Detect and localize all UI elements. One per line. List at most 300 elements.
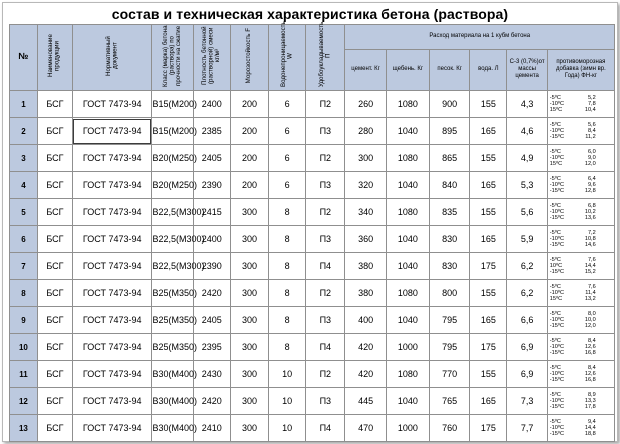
cell-product[interactable]: БСГ bbox=[37, 199, 72, 226]
antifreeze-temp: -10⁰С bbox=[549, 317, 565, 323]
cell-s3[interactable]: 6,2 bbox=[507, 253, 547, 280]
cell-water[interactable]: 8 bbox=[269, 253, 306, 280]
cell-frost[interactable]: 200 bbox=[230, 91, 268, 118]
cell-sand[interactable]: 900 bbox=[430, 91, 470, 118]
antifreeze-temp: -15⁰С bbox=[549, 242, 565, 248]
cell-antifreeze[interactable] bbox=[547, 172, 614, 199]
cell-work[interactable]: П3 bbox=[306, 226, 345, 253]
antifreeze-value: 7,8 bbox=[587, 101, 596, 107]
cell-antifreeze[interactable] bbox=[547, 91, 614, 118]
antifreeze-value: 5,2 bbox=[587, 95, 596, 101]
antifreeze-temp: 10⁰С bbox=[549, 263, 563, 269]
table-row bbox=[10, 253, 615, 280]
antifreeze-line bbox=[550, 350, 596, 356]
cell-water[interactable]: 8 bbox=[269, 199, 306, 226]
cell-water[interactable]: 8 bbox=[269, 307, 306, 334]
cell-norm[interactable]: ГОСТ 7473-94 bbox=[72, 361, 151, 388]
cell-frost[interactable]: 300 bbox=[230, 253, 268, 280]
header-klass: Класс (марка) бетона (раствора) по прочности на сжатие bbox=[152, 25, 193, 91]
antifreeze-temp: -10⁰С bbox=[549, 398, 565, 404]
antifreeze-line bbox=[550, 431, 596, 437]
cell-norm[interactable]: ГОСТ 7473-94 bbox=[72, 145, 151, 172]
cell-gravel[interactable]: 1040 bbox=[386, 307, 429, 334]
cell-klass[interactable]: B25(M350) bbox=[152, 280, 193, 307]
cell-waterl[interactable]: 165 bbox=[470, 226, 507, 253]
antifreeze-value: 9,0 bbox=[587, 155, 596, 161]
cell-klass[interactable]: B15(M200) bbox=[152, 118, 193, 145]
cell-cement[interactable]: 320 bbox=[345, 172, 386, 199]
cell-sand[interactable]: 865 bbox=[430, 145, 470, 172]
antifreeze-value: 6,4 bbox=[587, 176, 596, 182]
table-row bbox=[10, 334, 615, 361]
antifreeze-value: 14,6 bbox=[584, 242, 596, 248]
cell-s3[interactable]: 6,6 bbox=[507, 307, 547, 334]
cell-density[interactable]: 2385 bbox=[193, 118, 230, 145]
cell-water[interactable]: 6 bbox=[269, 172, 306, 199]
cell-norm[interactable]: ГОСТ 7473-94 bbox=[72, 388, 151, 415]
header-work: Удобоукладываемость П bbox=[306, 25, 345, 91]
cell-s3[interactable]: 7,3 bbox=[507, 388, 547, 415]
antifreeze-line bbox=[550, 161, 596, 167]
antifreeze-temp: 15⁰С bbox=[549, 161, 563, 167]
antifreeze-value: 8,4 bbox=[587, 365, 596, 371]
cell-product[interactable]: БСГ bbox=[37, 253, 72, 280]
cell-norm[interactable]: ГОСТ 7473-94 bbox=[72, 334, 151, 361]
cell-density[interactable]: 2410 bbox=[193, 415, 230, 442]
cell-product[interactable]: БСГ bbox=[37, 415, 72, 442]
antifreeze-line bbox=[550, 215, 596, 221]
cell-klass[interactable]: B25(M350) bbox=[152, 307, 193, 334]
antifreeze-value: 10,0 bbox=[584, 317, 596, 323]
cell-cement[interactable]: 340 bbox=[345, 199, 386, 226]
cell-water[interactable]: 6 bbox=[269, 91, 306, 118]
cell-product[interactable]: БСГ bbox=[37, 91, 72, 118]
cell-sand[interactable]: 800 bbox=[430, 280, 470, 307]
cell-gravel[interactable]: 1040 bbox=[386, 118, 429, 145]
antifreeze-temp: 15⁰С bbox=[549, 107, 563, 113]
antifreeze-line bbox=[550, 134, 596, 140]
cell-waterl[interactable]: 165 bbox=[470, 118, 507, 145]
cell-work[interactable]: П2 bbox=[306, 361, 345, 388]
cell-frost[interactable]: 300 bbox=[230, 199, 268, 226]
cell-s3[interactable]: 6,9 bbox=[507, 361, 547, 388]
antifreeze-temp: -10⁰С bbox=[549, 101, 565, 107]
cell-klass[interactable]: B25(M350) bbox=[152, 334, 193, 361]
cell-cement[interactable]: 420 bbox=[345, 334, 386, 361]
antifreeze-line bbox=[550, 107, 596, 113]
antifreeze-value: 12,0 bbox=[584, 323, 596, 329]
cell-product[interactable]: БСГ bbox=[37, 172, 72, 199]
antifreeze-value: 12,0 bbox=[584, 161, 596, 167]
cell-gravel[interactable]: 1080 bbox=[386, 91, 429, 118]
cell-work[interactable]: П2 bbox=[306, 280, 345, 307]
cell-density[interactable]: 2420 bbox=[193, 388, 230, 415]
cell-klass[interactable]: B15(M200) bbox=[152, 91, 193, 118]
cell-waterl[interactable]: 175 bbox=[470, 253, 507, 280]
header-density: Плотность бетонной (растворной) смеси кг/м³ bbox=[193, 25, 230, 91]
cell-water[interactable]: 6 bbox=[269, 145, 306, 172]
row-number: 3 bbox=[10, 145, 38, 172]
antifreeze-temp: -5⁰С bbox=[549, 203, 561, 209]
cell-density[interactable]: 2430 bbox=[193, 361, 230, 388]
cell-water[interactable]: 8 bbox=[269, 226, 306, 253]
cell-gravel[interactable]: 1040 bbox=[386, 388, 429, 415]
antifreeze-value: 18,8 bbox=[584, 431, 596, 437]
cell-cement[interactable]: 445 bbox=[345, 388, 386, 415]
cell-klass[interactable]: B20(M250) bbox=[152, 172, 193, 199]
cell-work[interactable]: П3 bbox=[306, 388, 345, 415]
cell-klass[interactable]: B22,5(M300) bbox=[152, 199, 193, 226]
table-row bbox=[10, 280, 615, 307]
cell-klass[interactable]: B22,5(M300) bbox=[152, 253, 193, 280]
cell-gravel[interactable]: 1040 bbox=[386, 253, 429, 280]
cell-frost[interactable]: 300 bbox=[230, 307, 268, 334]
cell-cement[interactable]: 300 bbox=[345, 145, 386, 172]
antifreeze-temp: -10⁰С bbox=[549, 155, 565, 161]
cell-norm[interactable]: ГОСТ 7473-94 bbox=[72, 253, 151, 280]
cell-work[interactable]: П3 bbox=[306, 118, 345, 145]
cell-waterl[interactable]: 175 bbox=[470, 334, 507, 361]
cell-cement[interactable]: 360 bbox=[345, 226, 386, 253]
antifreeze-temp: -5⁰С bbox=[549, 230, 561, 236]
cell-frost[interactable]: 300 bbox=[230, 334, 268, 361]
cell-waterl[interactable]: 165 bbox=[470, 172, 507, 199]
header-product: Наименование продукции bbox=[37, 25, 72, 91]
row-number: 1 bbox=[10, 91, 38, 118]
antifreeze-value: 7,6 bbox=[587, 257, 596, 263]
cell-density[interactable]: 2390 bbox=[193, 172, 230, 199]
cell-s3[interactable]: 4,9 bbox=[507, 145, 547, 172]
cell-antifreeze[interactable] bbox=[547, 280, 614, 307]
header-antifreeze: противоморозная добавка (зимн вр. Года) ФН-кг bbox=[547, 49, 614, 91]
row-number: 13 bbox=[10, 415, 38, 442]
cell-cement[interactable]: 420 bbox=[345, 361, 386, 388]
cell-frost[interactable]: 300 bbox=[230, 415, 268, 442]
antifreeze-temp: -10⁰С bbox=[549, 344, 565, 350]
cell-waterl[interactable]: 155 bbox=[470, 91, 507, 118]
cell-antifreeze[interactable] bbox=[547, 145, 614, 172]
antifreeze-value: 6,0 bbox=[587, 149, 596, 155]
cell-klass[interactable]: B30(M400) bbox=[152, 388, 193, 415]
cell-density[interactable]: 2415 bbox=[193, 199, 230, 226]
antifreeze-value: 10,8 bbox=[584, 236, 596, 242]
antifreeze-value: 9,4 bbox=[587, 419, 596, 425]
row-number: 7 bbox=[10, 253, 38, 280]
antifreeze-value: 17,8 bbox=[584, 404, 596, 410]
antifreeze-value: 7,2 bbox=[587, 230, 596, 236]
row-number: 12 bbox=[10, 388, 38, 415]
cell-gravel[interactable]: 1000 bbox=[386, 334, 429, 361]
antifreeze-temp: -5⁰С bbox=[549, 419, 561, 425]
cell-product[interactable]: БСГ bbox=[37, 226, 72, 253]
antifreeze-temp: -10⁰С bbox=[549, 209, 565, 215]
header-norm: Нормативный документ bbox=[72, 25, 151, 91]
header-num: № bbox=[10, 25, 38, 91]
cell-density[interactable]: 2395 bbox=[193, 334, 230, 361]
cell-sand[interactable]: 795 bbox=[430, 307, 470, 334]
antifreeze-value: 13,6 bbox=[584, 215, 596, 221]
antifreeze-temp: -10⁰С bbox=[549, 182, 565, 188]
cell-work[interactable]: П3 bbox=[306, 307, 345, 334]
cell-product[interactable]: БСГ bbox=[37, 280, 72, 307]
row-number: 11 bbox=[10, 361, 38, 388]
antifreeze-temp: -5⁰С bbox=[549, 338, 561, 344]
cell-antifreeze[interactable] bbox=[547, 118, 614, 145]
antifreeze-value: 8,4 bbox=[587, 338, 596, 344]
table-row bbox=[10, 172, 615, 199]
cell-s3[interactable]: 5,6 bbox=[507, 199, 547, 226]
cell-gravel[interactable]: 1080 bbox=[386, 361, 429, 388]
cell-sand[interactable]: 830 bbox=[430, 226, 470, 253]
cell-cement[interactable]: 260 bbox=[345, 91, 386, 118]
cell-frost[interactable]: 300 bbox=[230, 226, 268, 253]
header-gravel: щебень. Кг bbox=[386, 49, 429, 91]
table-row bbox=[10, 388, 615, 415]
table-row bbox=[10, 118, 615, 145]
cell-product[interactable]: БСГ bbox=[37, 118, 72, 145]
antifreeze-temp: -5⁰С bbox=[549, 311, 561, 317]
antifreeze-line bbox=[550, 269, 596, 275]
cell-klass[interactable]: B30(M400) bbox=[152, 361, 193, 388]
cell-antifreeze[interactable] bbox=[547, 361, 614, 388]
antifreeze-temp: -15⁰С bbox=[549, 377, 565, 383]
cell-water[interactable]: 10 bbox=[269, 388, 306, 415]
cell-norm[interactable]: ГОСТ 7473-94 bbox=[72, 415, 151, 442]
cell-work[interactable]: П4 bbox=[306, 415, 345, 442]
antifreeze-value: 11,2 bbox=[585, 134, 596, 140]
cell-product[interactable]: БСГ bbox=[37, 361, 72, 388]
cell-norm[interactable]: ГОСТ 7473-94 bbox=[72, 172, 151, 199]
antifreeze-temp: -10⁰С bbox=[549, 371, 565, 377]
antifreeze-value: 8,9 bbox=[587, 392, 596, 398]
cell-gravel[interactable]: 1080 bbox=[386, 145, 429, 172]
cell-gravel[interactable]: 1080 bbox=[386, 280, 429, 307]
cell-antifreeze[interactable] bbox=[547, 334, 614, 361]
antifreeze-value: 5,6 bbox=[587, 122, 596, 128]
table-row bbox=[10, 361, 615, 388]
cell-frost[interactable]: 200 bbox=[230, 118, 268, 145]
cell-s3[interactable]: 6,9 bbox=[507, 334, 547, 361]
cell-s3[interactable]: 4,3 bbox=[507, 91, 547, 118]
antifreeze-temp: -5⁰С bbox=[549, 95, 561, 101]
antifreeze-value: 9,6 bbox=[587, 182, 596, 188]
cell-sand[interactable]: 770 bbox=[430, 361, 470, 388]
antifreeze-temp: -15⁰С bbox=[549, 215, 565, 221]
cell-work[interactable]: П2 bbox=[306, 145, 345, 172]
antifreeze-line bbox=[550, 296, 596, 302]
row-number: 4 bbox=[10, 172, 38, 199]
cell-waterl[interactable]: 155 bbox=[470, 145, 507, 172]
antifreeze-value: 13,3 bbox=[584, 398, 596, 404]
antifreeze-temp: -5⁰С bbox=[549, 284, 561, 290]
cell-sand[interactable]: 795 bbox=[430, 334, 470, 361]
cell-work[interactable]: П2 bbox=[306, 91, 345, 118]
cell-product[interactable]: БСГ bbox=[37, 145, 72, 172]
table-row bbox=[10, 307, 615, 334]
cell-klass[interactable]: B30(M400) bbox=[152, 415, 193, 442]
antifreeze-value: 16,8 bbox=[584, 350, 596, 356]
antifreeze-value: 12,8 bbox=[584, 188, 596, 194]
antifreeze-line bbox=[550, 323, 596, 329]
cell-antifreeze[interactable] bbox=[547, 388, 614, 415]
cell-sand[interactable]: 765 bbox=[430, 388, 470, 415]
cell-frost[interactable]: 200 bbox=[230, 172, 268, 199]
cell-work[interactable]: П3 bbox=[306, 172, 345, 199]
cell-klass[interactable]: B22,5(M300) bbox=[152, 226, 193, 253]
cell-antifreeze[interactable] bbox=[547, 226, 614, 253]
antifreeze-value: 13,2 bbox=[584, 296, 596, 302]
cell-cement[interactable]: 470 bbox=[345, 415, 386, 442]
cell-cement[interactable]: 380 bbox=[345, 280, 386, 307]
antifreeze-value: 14,4 bbox=[584, 425, 596, 431]
antifreeze-temp: -5⁰С bbox=[549, 392, 561, 398]
antifreeze-temp: 15⁰С bbox=[549, 296, 563, 302]
cell-work[interactable]: П4 bbox=[306, 334, 345, 361]
cell-density[interactable]: 2405 bbox=[193, 307, 230, 334]
row-number: 10 bbox=[10, 334, 38, 361]
antifreeze-value: 7,6 bbox=[587, 284, 596, 290]
cell-cement[interactable]: 280 bbox=[345, 118, 386, 145]
cell-norm[interactable]: ГОСТ 7473-94 bbox=[72, 226, 151, 253]
cell-norm[interactable]: ГОСТ 7473-94 bbox=[72, 118, 151, 145]
cell-antifreeze[interactable] bbox=[547, 307, 614, 334]
antifreeze-temp: -15⁰С bbox=[549, 323, 565, 329]
cell-gravel[interactable]: 1040 bbox=[386, 226, 429, 253]
cell-frost[interactable]: 300 bbox=[230, 361, 268, 388]
antifreeze-temp: -10⁰С bbox=[549, 425, 565, 431]
antifreeze-value: 8,0 bbox=[587, 311, 596, 317]
cell-product[interactable]: БСГ bbox=[37, 307, 72, 334]
antifreeze-line bbox=[550, 404, 596, 410]
antifreeze-value: 12,6 bbox=[584, 344, 596, 350]
cell-density[interactable]: 2420 bbox=[193, 280, 230, 307]
antifreeze-value: 11,4 bbox=[585, 290, 596, 296]
antifreeze-temp: -15⁰С bbox=[549, 431, 565, 437]
antifreeze-line bbox=[550, 188, 596, 194]
table-row bbox=[10, 199, 615, 226]
cell-work[interactable]: П4 bbox=[306, 253, 345, 280]
cell-antifreeze[interactable] bbox=[547, 199, 614, 226]
antifreeze-value: 8,4 bbox=[587, 128, 596, 134]
header-water: Водонепроницаемость W bbox=[269, 25, 306, 91]
cell-waterl[interactable]: 155 bbox=[470, 280, 507, 307]
header-cement: цемент. Кг bbox=[345, 49, 386, 91]
cell-klass[interactable]: B20(M250) bbox=[152, 145, 193, 172]
header-sand: песок. Кг bbox=[430, 49, 470, 91]
cell-frost[interactable]: 300 bbox=[230, 388, 268, 415]
cell-density[interactable]: 2390 bbox=[193, 253, 230, 280]
cell-product[interactable]: БСГ bbox=[37, 334, 72, 361]
cell-product[interactable]: БСГ bbox=[37, 388, 72, 415]
cell-frost[interactable]: 300 bbox=[230, 280, 268, 307]
table-row bbox=[10, 91, 615, 118]
row-number: 5 bbox=[10, 199, 38, 226]
cell-density[interactable]: 2400 bbox=[193, 91, 230, 118]
antifreeze-temp: -15⁰С bbox=[549, 134, 565, 140]
concrete-spec-table bbox=[9, 21, 615, 442]
antifreeze-value: 10,2 bbox=[584, 209, 596, 215]
antifreeze-temp: -15⁰С bbox=[549, 188, 565, 194]
cell-waterl[interactable]: 165 bbox=[470, 388, 507, 415]
row-number: 9 bbox=[10, 307, 38, 334]
page-title: состав и техническая характеристика бетона (раствора) bbox=[111, 6, 509, 22]
cell-s3[interactable]: 7,7 bbox=[507, 415, 547, 442]
antifreeze-value: 10,4 bbox=[584, 107, 596, 113]
antifreeze-temp: -10⁰С bbox=[549, 128, 565, 134]
cell-antifreeze[interactable] bbox=[547, 253, 614, 280]
cell-antifreeze[interactable] bbox=[547, 415, 614, 442]
cell-norm[interactable]: ГОСТ 7473-94 bbox=[72, 91, 151, 118]
cell-water[interactable]: 10 bbox=[269, 361, 306, 388]
antifreeze-temp: -15⁰С bbox=[549, 404, 565, 410]
cell-gravel[interactable]: 1000 bbox=[386, 415, 429, 442]
cell-water[interactable]: 6 bbox=[269, 118, 306, 145]
antifreeze-value: 16,8 bbox=[584, 377, 596, 383]
antifreeze-temp: -5⁰С bbox=[549, 176, 561, 182]
antifreeze-value: 14,4 bbox=[584, 263, 596, 269]
cell-waterl[interactable]: 175 bbox=[470, 415, 507, 442]
cell-gravel[interactable]: 1080 bbox=[386, 199, 429, 226]
cell-s3[interactable]: 6,2 bbox=[507, 280, 547, 307]
cell-s3[interactable]: 5,3 bbox=[507, 172, 547, 199]
cell-norm[interactable]: ГОСТ 7473-94 bbox=[72, 307, 151, 334]
cell-density[interactable]: 2405 bbox=[193, 145, 230, 172]
antifreeze-temp: -5⁰С bbox=[549, 122, 561, 128]
cell-waterl[interactable]: 165 bbox=[470, 307, 507, 334]
cell-work[interactable]: П2 bbox=[306, 199, 345, 226]
antifreeze-line bbox=[550, 242, 596, 248]
header-water-l: вода. Л bbox=[470, 49, 507, 91]
table-row bbox=[10, 226, 615, 253]
cell-s3[interactable]: 5,9 bbox=[507, 226, 547, 253]
cell-norm[interactable]: ГОСТ 7473-94 bbox=[72, 199, 151, 226]
row-number: 8 bbox=[10, 280, 38, 307]
cell-sand[interactable]: 840 bbox=[430, 172, 470, 199]
table-row bbox=[10, 415, 615, 442]
cell-sand[interactable]: 830 bbox=[430, 253, 470, 280]
cell-norm[interactable]: ГОСТ 7473-94 bbox=[72, 280, 151, 307]
cell-water[interactable]: 8 bbox=[269, 280, 306, 307]
antifreeze-temp: -10⁰С bbox=[549, 290, 565, 296]
header-consumption: Расход материала на 1 кубм бетона bbox=[345, 25, 615, 50]
antifreeze-temp: -10⁰С bbox=[549, 236, 565, 242]
table-row bbox=[10, 145, 615, 172]
cell-cement[interactable]: 400 bbox=[345, 307, 386, 334]
cell-waterl[interactable]: 155 bbox=[470, 199, 507, 226]
cell-sand[interactable]: 895 bbox=[430, 118, 470, 145]
cell-water[interactable]: 8 bbox=[269, 334, 306, 361]
antifreeze-line bbox=[550, 377, 596, 383]
antifreeze-value: 6,8 bbox=[587, 203, 596, 209]
antifreeze-temp: -5⁰С bbox=[549, 257, 561, 263]
header-s3: С-3 (0,7%)от массы цемента bbox=[507, 49, 547, 91]
row-number: 6 bbox=[10, 226, 38, 253]
cell-sand[interactable]: 835 bbox=[430, 199, 470, 226]
antifreeze-value: 12,6 bbox=[584, 371, 596, 377]
cell-frost[interactable]: 200 bbox=[230, 145, 268, 172]
cell-sand[interactable]: 760 bbox=[430, 415, 470, 442]
cell-density[interactable]: 2400 bbox=[193, 226, 230, 253]
cell-gravel[interactable]: 1040 bbox=[386, 172, 429, 199]
antifreeze-temp: -5⁰С bbox=[549, 365, 561, 371]
cell-s3[interactable]: 4,6 bbox=[507, 118, 547, 145]
cell-cement[interactable]: 380 bbox=[345, 253, 386, 280]
antifreeze-value: 15,2 bbox=[584, 269, 596, 275]
cell-water[interactable]: 10 bbox=[269, 415, 306, 442]
cell-waterl[interactable]: 155 bbox=[470, 361, 507, 388]
antifreeze-temp: -15⁰С bbox=[549, 269, 565, 275]
row-number: 2 bbox=[10, 118, 38, 145]
